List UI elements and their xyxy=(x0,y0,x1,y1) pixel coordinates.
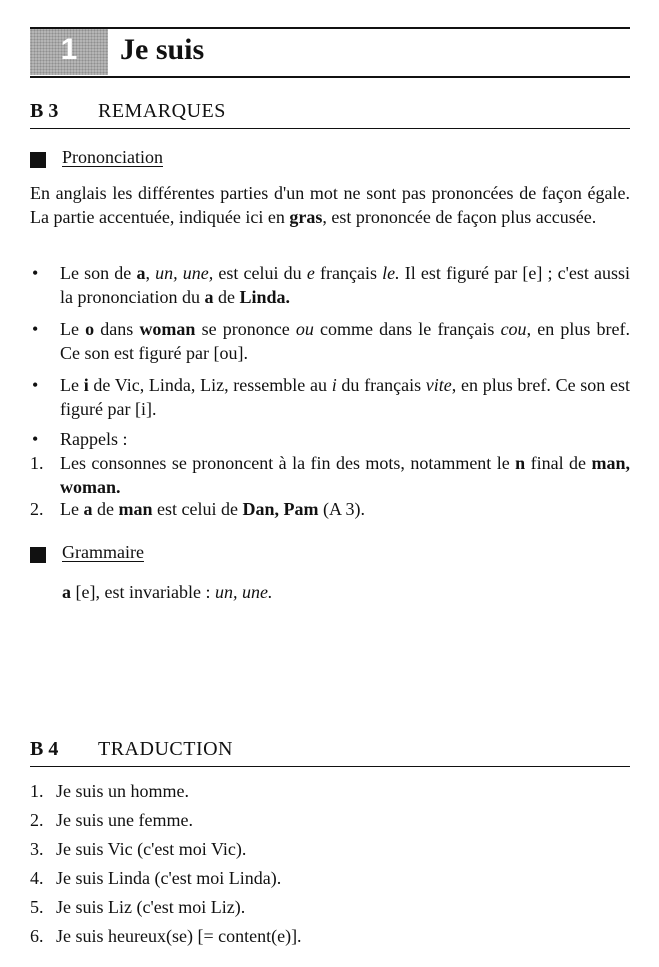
translation-text: Je suis Vic (c'est moi Vic). xyxy=(56,839,247,859)
section-b3-code: B 3 xyxy=(30,100,59,122)
translation-text: Je suis Liz (c'est moi Liz). xyxy=(56,897,246,917)
lesson-number-box xyxy=(30,29,108,75)
bullet-text: Le o dans woman se prononce ou comme dans le français cou, en plus bref. Ce son est figuré par [ou]. xyxy=(60,319,630,363)
translation-number: 1. xyxy=(30,781,44,801)
section-b4-code: B 4 xyxy=(30,738,59,760)
header-bottom-rule xyxy=(30,76,630,78)
rappel-text: Le a de man est celui de Dan, Pam (A 3). xyxy=(60,499,365,519)
bullet-dot: • xyxy=(32,263,39,283)
bullet-dot: • xyxy=(32,429,39,449)
rappel-text: Les consonnes se prononcent à la fin des mots, notamment le n final de man, woman. xyxy=(60,453,630,497)
pronunciation-intro xyxy=(30,181,630,229)
bullet-dot: • xyxy=(32,375,39,395)
translation-number: 4. xyxy=(30,868,44,888)
translation-text: Je suis Linda (c'est moi Linda). xyxy=(56,868,282,888)
intro-text: En anglais les différentes parties d'un mot ne sont pas prononcées de façon égale. La partie accentuée, indiquée ici en xyxy=(30,183,630,227)
bullet-text: Le i de Vic, Linda, Liz, ressemble au i du français vite, en plus bref. Ce son est figuré par [i]. xyxy=(60,375,631,419)
translation-number: 5. xyxy=(30,897,44,917)
translation-text: Je suis heureux(se) [= content(e)]. xyxy=(56,926,302,946)
section-b3-title: REMARQUES xyxy=(98,100,226,122)
translation-text: Je suis une femme. xyxy=(56,810,193,830)
section-b4-title: TRADUCTION xyxy=(98,738,233,760)
bullet-text: Le son de a, un, une, est celui du e français le. Il est figuré par [e] ; c'est aussi la prononciation du a de Linda. xyxy=(60,263,631,307)
rappel-number: 1. xyxy=(30,453,44,473)
lesson-title: Je suis xyxy=(120,33,205,66)
section-b4-header xyxy=(30,734,630,767)
translation-number: 3. xyxy=(30,839,44,859)
translation-text: Je suis un homme. xyxy=(56,781,189,801)
pronunciation-heading: Prononciation xyxy=(62,147,163,167)
header-top-rule xyxy=(30,27,630,29)
translation-number: 6. xyxy=(30,926,44,946)
bullet-dot: • xyxy=(32,319,39,339)
grammar-text: a [e], est invariable : un, une. xyxy=(62,582,273,602)
square-bullet-icon xyxy=(30,547,46,563)
section-b3-header xyxy=(30,96,630,129)
intro-bold-word: gras xyxy=(289,207,323,227)
rappel-number: 2. xyxy=(30,499,44,519)
intro-text-end: , est prononcée de façon plus accusée. xyxy=(322,207,597,227)
rappels-label: Rappels : xyxy=(60,429,128,449)
lesson-number: 1 xyxy=(60,33,78,66)
grammar-heading: Grammaire xyxy=(62,542,144,562)
square-bullet-icon xyxy=(30,152,46,168)
translation-number: 2. xyxy=(30,810,44,830)
